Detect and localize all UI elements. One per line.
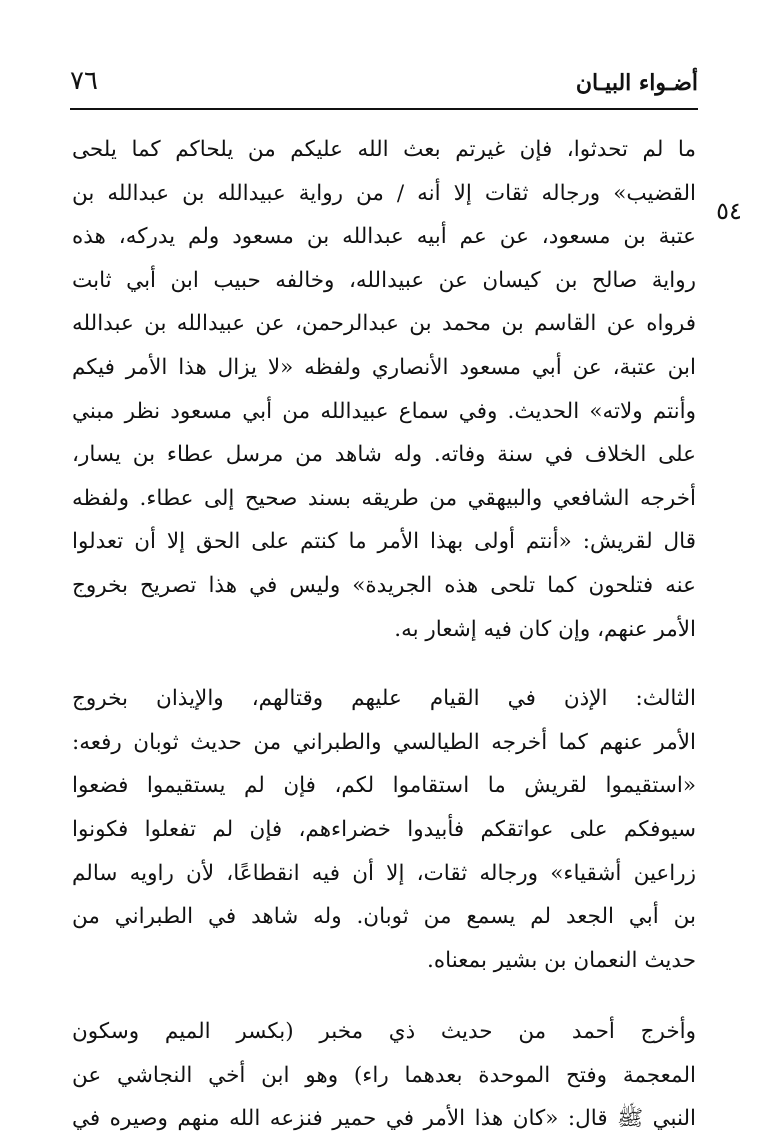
text-line: حديث النعمان بن بشير بمعناه. <box>427 947 696 973</box>
text-line: بن أبي الجعد لم يسمع من ثوبان. وله شاهد في الطبراني من <box>72 904 696 930</box>
text-line: سيوفكم على عواتقكم فأبيدوا خضراءهم، فإن لم تفعلوا فكونوا <box>72 816 696 842</box>
margin-page-number: ٥٤ <box>716 197 742 225</box>
header-rule <box>70 108 698 110</box>
text-line: ما لم تحدثوا، فإن غيرتم بعث الله عليكم من يلحاكم كما يلحى <box>72 137 696 162</box>
text-line: رواية صالح بن كيسان عن عبيدالله، وخالفه حبيب ابن أبي ثابت <box>72 267 696 293</box>
text-line: المعجمة وفتح الموحدة بعدهما راء) وهو ابن أخي النجاشي عن <box>72 1062 696 1088</box>
text-line: النبي ﷺ قال: «كان هذا الأمر في حمير فنزعه الله منهم وصيره في <box>72 1106 696 1132</box>
text-line: «استقيموا لقريش ما استقاموا لكم، فإن لم يستقيموا فضعوا <box>72 773 696 799</box>
text-line: الأمر عنهم، وإن كان فيه إشعار به. <box>394 616 696 642</box>
text-line: وأخرج أحمد من حديث ذي مخبر (بكسر الميم وسكون <box>72 1019 696 1045</box>
page-number: ٧٦ <box>70 66 98 96</box>
paragraph-gap <box>72 651 696 677</box>
paragraph-3 <box>72 1010 696 1141</box>
text-line: فرواه عن القاسم بن محمد بن عبدالرحمن، عن عبيدالله بن عبدالله <box>72 311 696 337</box>
page-body <box>72 128 696 1141</box>
text-line: الأمر عنهم كما أخرجه الطيالسي والطبراني من حديث ثوبان رفعه: <box>72 729 696 755</box>
text-line: قال لقريش: «أنتم أولى بهذا الأمر ما كنتم على الحق إلا أن تعدلوا <box>72 529 696 555</box>
text-line: وأنتم ولاته» الحديث. وفي سماع عبيدالله من أبي مسعود نظر مبني <box>72 398 696 424</box>
text-line: القضيب» ورجاله ثقات إلا أنه / من رواية عبيدالله بن عبدالله بن <box>72 180 696 206</box>
text-line: ابن عتبة، عن أبي مسعود الأنصاري ولفظه «لا يزال هذا الأمر فيكم <box>72 354 696 380</box>
text-line: زراعين أشقياء» ورجاله ثقات، إلا أن فيه انقطاعًا، لأن راويه سالم <box>72 860 696 886</box>
text-line: على الخلاف في سنة وفاته. وله شاهد من مرسل عطاء بن يسار، <box>72 442 696 468</box>
text-line: الثالث: الإذن في القيام عليهم وقتالهم، والإيذان بخروج <box>72 686 696 712</box>
page-header <box>70 62 698 106</box>
running-title: أضـواء البيـان <box>575 70 698 96</box>
text-line: عتبة بن مسعود، عن عم أبيه عبدالله بن مسعود ولم يدركه، هذه <box>72 224 696 250</box>
text-line: عنه فتلحون كما تلحى هذه الجريدة» وليس في هذا تصريح بخروج <box>72 572 696 598</box>
paragraph-gap <box>72 982 696 1010</box>
text-line: أخرجه الشافعي والبيهقي من طريقه بسند صحيح إلى عطاء. ولفظه <box>72 485 696 511</box>
paragraph-1 <box>72 128 696 651</box>
paragraph-2 <box>72 677 696 982</box>
